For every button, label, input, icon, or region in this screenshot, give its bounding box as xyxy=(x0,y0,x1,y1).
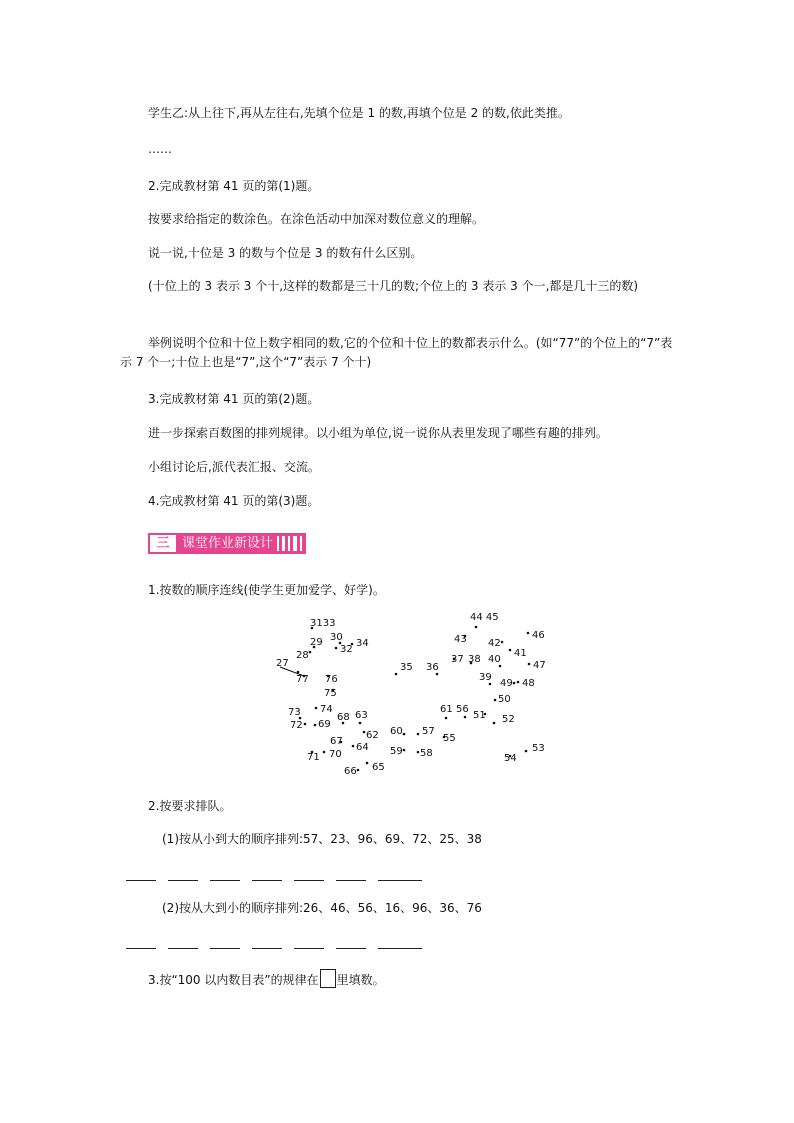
dot-point xyxy=(517,681,520,684)
exercise-1-prompt: 1.按数的顺序连线(使学生更加爱学、好学)。 xyxy=(148,583,385,597)
dot-label: 63 xyxy=(355,710,368,721)
dot-label: 50 xyxy=(498,694,511,705)
answer-blank[interactable] xyxy=(210,948,240,949)
dot-label: 37 xyxy=(451,654,464,665)
dot-label: 27 xyxy=(276,658,289,669)
para-step-3: 3.完成教材第 41 页的第(2)题。 xyxy=(148,392,320,406)
para-example-77: 举例说明个位和十位上数字相同的数,它的个位和十位上的数都表示什么。(如“77”的个位上的“7”表示 7 个一;十位上也是“7”,这个“7”表示 7 个十) xyxy=(120,336,673,369)
dot-label: 28 xyxy=(296,650,309,661)
para-discuss-3: 说一说,十位是 3 的数与个位是 3 的数有什么区别。 xyxy=(148,246,423,260)
dot-label: 40 xyxy=(488,654,501,665)
dot-label: 43 xyxy=(454,634,467,645)
exercise-2-prompt: 2.按要求排队。 xyxy=(148,799,232,813)
dot-point xyxy=(403,733,406,736)
dot-point xyxy=(528,663,531,666)
dot-label: 46 xyxy=(532,630,545,641)
dot-point xyxy=(314,724,317,727)
dot-label: 71 xyxy=(307,752,320,763)
dot-label: 77 xyxy=(296,674,309,685)
dot-label: 73 xyxy=(288,707,301,718)
dot-label: 76 xyxy=(325,674,338,685)
answer-blank[interactable] xyxy=(168,880,198,881)
dot-label: 34 xyxy=(356,638,369,649)
dot-label: 52 xyxy=(502,714,515,725)
dot-label: 72 xyxy=(290,720,303,731)
dot-label: 39 xyxy=(479,672,492,683)
dot-label: 32 xyxy=(340,644,353,655)
answer-blank[interactable] xyxy=(126,880,156,881)
dot-point xyxy=(445,717,448,720)
dot-label: 51 xyxy=(473,710,486,721)
answer-blank[interactable] xyxy=(210,880,240,881)
dot-label: 42 xyxy=(488,638,501,649)
dot-point xyxy=(489,683,492,686)
dot-label: 36 xyxy=(426,662,439,673)
answer-blank[interactable] xyxy=(294,880,324,881)
answer-blank[interactable] xyxy=(294,948,324,949)
dot-point xyxy=(527,632,530,635)
answer-blank[interactable] xyxy=(336,880,366,881)
dot-label: 53 xyxy=(532,743,545,754)
dot-point xyxy=(363,731,366,734)
answer-blank[interactable] xyxy=(336,948,366,949)
connect-dots-figure xyxy=(270,610,560,785)
dot-label: 57 xyxy=(422,726,435,737)
para-explain-3: (十位上的 3 表示 3 个十,这样的数都是三十几的数;个位上的 3 表示 3 个一,都是几十三的数) xyxy=(148,279,639,293)
exercise-3-text-after: 里填数。 xyxy=(336,973,385,987)
dot-label: 65 xyxy=(372,762,385,773)
dot-point xyxy=(464,716,467,719)
dot-point xyxy=(509,649,512,652)
dot-point xyxy=(359,722,362,725)
dot-point xyxy=(417,733,420,736)
dot-point xyxy=(525,750,528,753)
dot-label: 70 xyxy=(329,749,342,760)
dot-label: 60 xyxy=(390,726,403,737)
dot-label: 3133 xyxy=(310,618,336,629)
dot-point xyxy=(395,673,398,676)
dot-label: 47 xyxy=(533,660,546,671)
dot-label: 58 xyxy=(420,748,433,759)
dot-point xyxy=(352,745,355,748)
dot-point xyxy=(315,707,318,710)
dot-label: 35 xyxy=(400,662,413,673)
dot-label: 74 xyxy=(320,704,333,715)
dot-point xyxy=(417,751,420,754)
answer-blank[interactable] xyxy=(378,948,422,949)
dot-label: 62 xyxy=(366,730,379,741)
section-banner xyxy=(148,533,306,554)
dot-point xyxy=(436,673,439,676)
dot-label: 55 xyxy=(443,733,456,744)
banner-decoration xyxy=(277,536,302,551)
para-group: 小组讨论后,派代表汇报、交流。 xyxy=(148,460,320,474)
para-student-b: 学生乙:从上往下,再从左往右,先填个位是 1 的数,再填个位是 2 的数,依此类推。 xyxy=(148,106,570,120)
dot-point xyxy=(366,762,369,765)
dot-point xyxy=(304,723,307,726)
dot-point xyxy=(499,665,502,668)
dot-point xyxy=(494,699,497,702)
dot-point xyxy=(309,651,312,654)
dot-label: 54 xyxy=(504,753,517,764)
dot-label: 68 xyxy=(337,712,350,723)
dot-label: 49 xyxy=(500,678,513,689)
exercise-2a: (1)按从小到大的顺序排列:57、23、96、69、72、25、38 xyxy=(162,832,482,846)
dot-point xyxy=(501,641,504,644)
para-step-4: 4.完成教材第 41 页的第(3)题。 xyxy=(148,494,320,508)
dot-label: 56 xyxy=(456,704,469,715)
answer-blank[interactable] xyxy=(126,948,156,949)
exercise-3-text-before: 3.按“100 以内数目表”的规律在 xyxy=(148,973,319,987)
dot-point xyxy=(513,682,516,685)
dot-point xyxy=(403,749,406,752)
dot-point xyxy=(297,671,300,674)
dot-label: 41 xyxy=(514,648,527,659)
dot-label: 59 xyxy=(390,746,403,757)
section-number: 三 xyxy=(150,535,176,552)
answer-blank[interactable] xyxy=(378,880,422,881)
dot-label: 64 xyxy=(356,742,369,753)
fill-box[interactable] xyxy=(320,969,336,988)
dot-label: 30 xyxy=(330,632,343,643)
dot-label: 75 xyxy=(324,688,337,699)
para-explore: 进一步探索百数图的排列规律。以小组为单位,说一说你从表里发现了哪些有趣的排列。 xyxy=(148,426,608,440)
exercise-3-prompt xyxy=(148,969,385,990)
dot-label: 66 xyxy=(344,766,357,777)
answer-blank[interactable] xyxy=(168,948,198,949)
dot-label: 67 xyxy=(330,736,343,747)
dot-label: 29 xyxy=(310,637,323,648)
dot-point xyxy=(323,751,326,754)
dot-label: 38 xyxy=(468,654,481,665)
dot-point xyxy=(335,647,338,650)
answer-blank[interactable] xyxy=(252,948,282,949)
answer-blank[interactable] xyxy=(252,880,282,881)
dot-label: 48 xyxy=(522,678,535,689)
dot-label: 44 45 xyxy=(470,612,499,623)
dot-point xyxy=(493,722,496,725)
exercise-2b: (2)按从大到小的顺序排列:26、46、56、16、96、36、76 xyxy=(162,901,482,915)
dot-label: 69 xyxy=(318,719,331,730)
dot-label: 61 xyxy=(440,704,453,715)
dot-point xyxy=(475,626,478,629)
para-coloring: 按要求给指定的数涂色。在涂色活动中加深对数位意义的理解。 xyxy=(148,212,485,226)
dot-point xyxy=(357,769,360,772)
section-title: 课堂作业新设计 xyxy=(182,536,274,551)
para-step-2: 2.完成教材第 41 页的第(1)题。 xyxy=(148,179,320,193)
para-ellipsis: …… xyxy=(148,142,172,156)
